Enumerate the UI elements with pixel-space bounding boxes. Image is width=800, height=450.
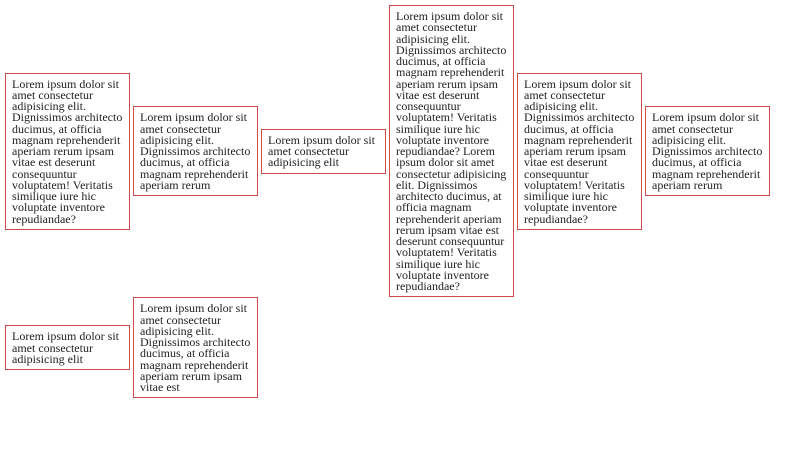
box-row-1 <box>5 5 795 297</box>
text-box: Lorem ipsum dolor sit amet consectetur adipisicing elit <box>5 325 130 370</box>
text-box: Lorem ipsum dolor sit amet consectetur adipisicing elit <box>261 129 386 174</box>
box-row-2 <box>5 297 795 398</box>
text-box: Lorem ipsum dolor sit amet consectetur adipisicing elit. Dignissimos architecto ducimus, at officia magnam reprehenderit aperiam rerum ipsam vitae est <box>133 297 258 398</box>
text-box: Lorem ipsum dolor sit amet consectetur adipisicing elit. Dignissimos architecto ducimus, at officia magnam reprehenderit aperiam rerum <box>645 106 770 196</box>
text-box: Lorem ipsum dolor sit amet consectetur adipisicing elit. Dignissimos architecto ducimus, at officia magnam reprehenderit aperiam rerum ipsam vitae est deserunt consequuntur voluptatem! Veritatis similique iure hic voluptate inventore repudiandae? Lorem ipsum dolor sit amet consectetur adipisicing elit. Dignissimos architecto ducimus, at officia magnam reprehenderit aperiam rerum ipsam vitae est deserunt consequuntur voluptatem! Veritatis similique iure hic voluptate inventore repudiandae? <box>389 5 514 297</box>
text-box: Lorem ipsum dolor sit amet consectetur adipisicing elit. Dignissimos architecto ducimus, at officia magnam reprehenderit aperiam rerum <box>133 106 258 196</box>
text-box: Lorem ipsum dolor sit amet consectetur adipisicing elit. Dignissimos architecto ducimus, at officia magnam reprehenderit aperiam rerum ipsam vitae est deserunt consequuntur voluptatem! Veritatis similique iure hic voluptate inventore repudiandae? <box>517 73 642 230</box>
text-box: Lorem ipsum dolor sit amet consectetur adipisicing elit. Dignissimos architecto ducimus, at officia magnam reprehenderit aperiam rerum ipsam vitae est deserunt consequuntur voluptatem! Veritatis similique iure hic voluptate inventore repudiandae? <box>5 73 130 230</box>
